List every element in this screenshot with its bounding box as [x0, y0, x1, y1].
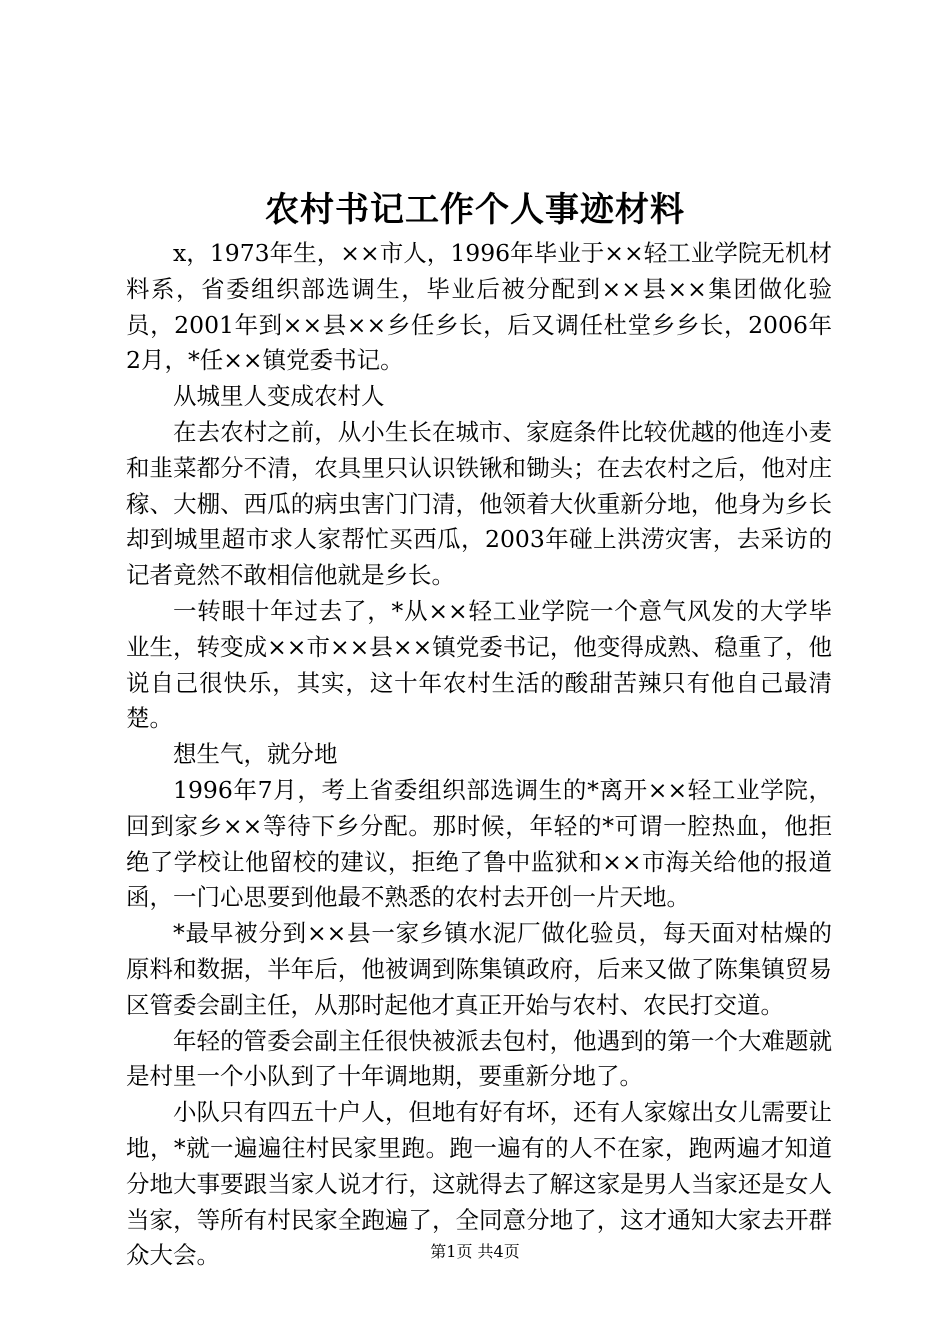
paragraph: 一转眼十年过去了，*从××轻工业学院一个意气风发的大学毕业生，转变成××市××县××镇党委书记，他变得成熟、稳重了，他说自己很快乐，其实，这十年农村生活的酸甜苦辣只有他自己最清楚。	[126, 596, 832, 733]
page-number-footer: 第1页 共4页	[430, 1242, 520, 1261]
paragraph-intro: x，1973年生，××市人，1996年毕业于××轻工业学院无机材料系，省委组织部选调生，毕业后被分配到××县××集团做化验员，2001年到××县××乡任乡长，后又调任杜堂乡乡长，2006年2月，*任××镇党委书记。	[126, 239, 832, 375]
paragraph: 年轻的管委会副主任很快被派去包村，他遇到的第一个大难题就是村里一个小队到了十年调地期，要重新分地了。	[126, 1026, 832, 1091]
document-body	[126, 236, 832, 1274]
section-heading-city-to-village: 从城里人变成农村人	[173, 382, 385, 411]
section-heading-divide-land: 想生气，就分地	[173, 740, 338, 769]
paragraph: 小队只有四五十户人，但地有好有坏，还有人家嫁出女儿需要让地，*就一遍遍往村民家里跑。跑一遍有的人不在家，跑两遍才知道分地大事要跟当家人说才行，这就得去了解这家是男人当家还是女人当家，等所有村民家全跑遍了，全同意分地了，这才通知大家去开群众大会。	[126, 1098, 832, 1270]
paragraph: 在去农村之前，从小生长在城市、家庭条件比较优越的他连小麦和韭菜都分不清，农具里只认识铁锹和锄头；在去农村之后，他对庄稼、大棚、西瓜的病虫害门门清，他领着大伙重新分地，他身为乡长却到城里超市求人家帮忙买西瓜，2003年碰上洪涝灾害，去采访的记者竟然不敢相信他就是乡长。	[126, 417, 832, 590]
document-title: 农村书记工作个人事迹材料	[265, 190, 685, 230]
paragraph: 1996年7月，考上省委组织部选调生的*离开××轻工业学院，回到家乡××等待下乡分配。那时候，年轻的*可谓一腔热血，他拒绝了学校让他留校的建议，拒绝了鲁中监狱和××市海关给他的报道函，一门心思要到他最不熟悉的农村去开创一片天地。	[126, 775, 832, 912]
paragraph: *最早被分到××县一家乡镇水泥厂做化验员，每天面对枯燥的原料和数据，半年后，他被调到陈集镇政府，后来又做了陈集镇贸易区管委会副主任，从那时起他才真正开始与农村、农民打交道。	[126, 919, 832, 1019]
